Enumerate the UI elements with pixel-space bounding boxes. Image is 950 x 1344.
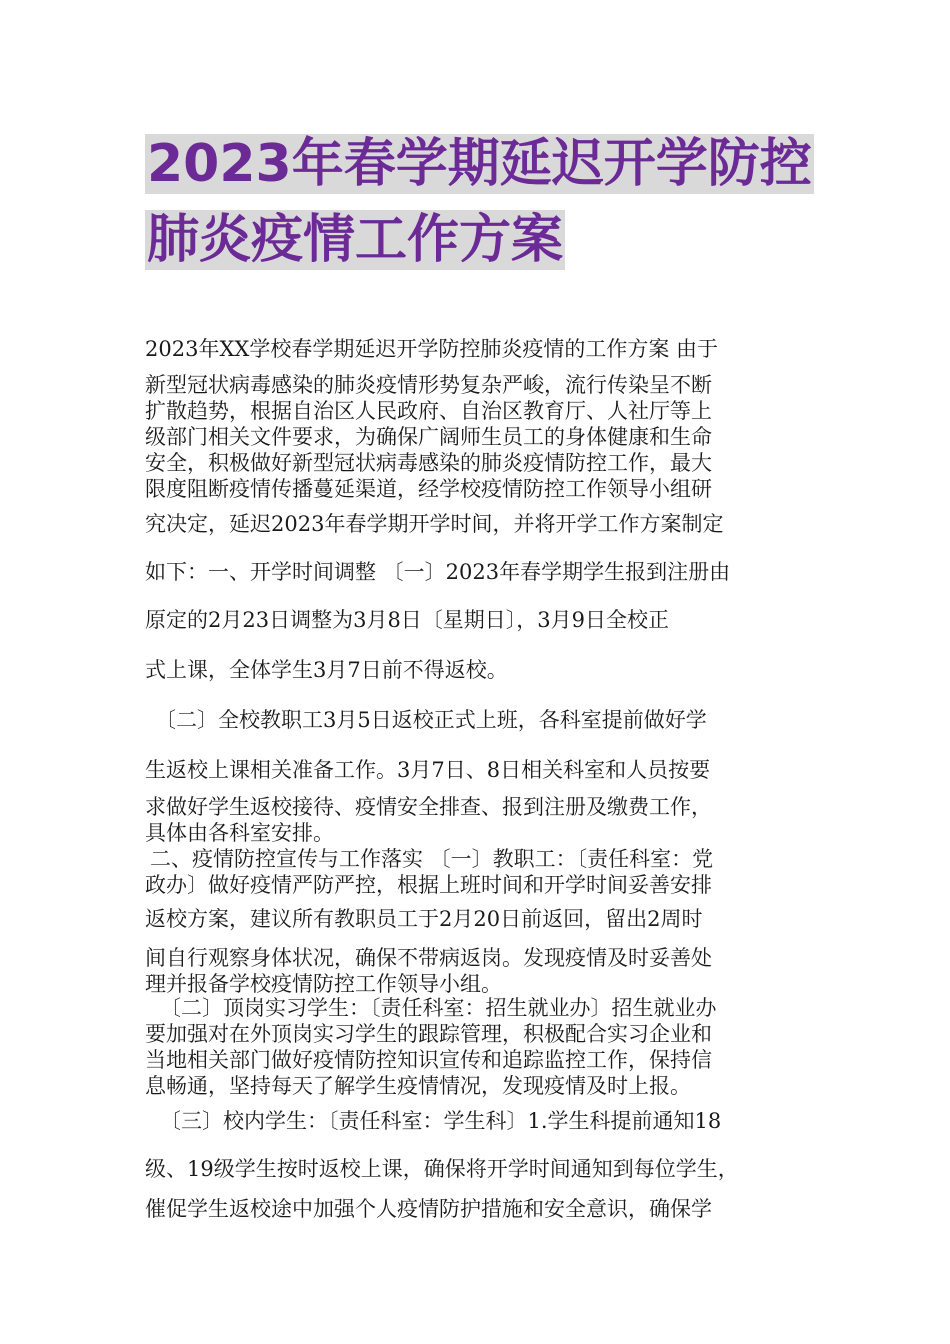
body-line: 级、19级学生按时返校上课，确保将开学时间通知到每位学生，: [145, 1157, 739, 1181]
body-line: 如下：一、开学时间调整 〔一〕2023年春学期学生报到注册由: [145, 560, 731, 584]
body-line: 返校方案，建议所有教职员工于2月20日前返回，留出2周时: [145, 907, 703, 931]
body-line: 级部门相关文件要求，为确保广阔师生员工的身体健康和生命: [145, 425, 712, 449]
body-line: 〔二〕顶岗实习学生：〔责任科室：招生就业办〕招生就业办: [160, 996, 717, 1020]
document-title: [145, 126, 815, 278]
body-line: 原定的2月23日调整为3月8日〔星期日〕，3月9日全校正: [145, 608, 670, 632]
body-line: 要加强对在外顶岗实习学生的跟踪管理，积极配合实习企业和: [145, 1022, 712, 1046]
body-line: 限度阻断疫情传播蔓延渠道，经学校疫情防控工作领导小组研: [145, 477, 712, 501]
body-line: 间自行观察身体状况，确保不带病返岗。发现疫情及时妥善处: [145, 946, 712, 970]
body-line: 催促学生返校途中加强个人疫情防护措施和安全意识，确保学: [145, 1197, 712, 1221]
body-line: 政办〕做好疫情严防严控，根据上班时间和开学时间妥善安排: [145, 873, 712, 897]
body-line: 当地相关部门做好疫情防控知识宣传和追踪监控工作，保持信: [145, 1048, 712, 1072]
body-line: 安全，积极做好新型冠状病毒感染的肺炎疫情防控工作，最大: [145, 451, 712, 475]
body-line: 〔三〕校内学生：〔责任科室：学生科〕1.学生科提前通知18: [160, 1109, 722, 1133]
body-line: 扩散趋势，根据自治区人民政府、自治区教育厅、人社厅等上: [145, 399, 712, 423]
body-line: 理并报备学校疫情防控工作领导小组。: [145, 972, 502, 996]
body-line: 息畅通，坚持每天了解学生疫情情况，发现疫情及时上报。: [145, 1074, 691, 1098]
body-line: 具体由各科室安排。: [145, 821, 334, 845]
body-line: 式上课，全体学生3月7日前不得返校。: [145, 658, 508, 682]
document-title-text: 2023年春学期延迟开学防控肺炎疫情工作方案: [147, 134, 812, 270]
body-line: 2023年XX学校春学期延迟开学防控肺炎疫情的工作方案 由于: [145, 337, 719, 361]
body-line: 求做好学生返校接待、疫情安全排查、报到注册及缴费工作，: [145, 795, 712, 819]
body-line: 〔二〕全校教职工3月5日返校正式上班，各科室提前做好学: [155, 708, 707, 732]
body-line: 新型冠状病毒感染的肺炎疫情形势复杂严峻，流行传染呈不断: [145, 373, 712, 397]
body-line: 生返校上课相关准备工作。3月7日、8日相关科室和人员按要: [145, 758, 711, 782]
body-line: 二、疫情防控宣传与工作落实 〔一〕教职工：〔责任科室：党: [150, 847, 714, 871]
body-line: 究决定，延迟2023年春学期开学时间，并将开学工作方案制定: [145, 512, 724, 536]
